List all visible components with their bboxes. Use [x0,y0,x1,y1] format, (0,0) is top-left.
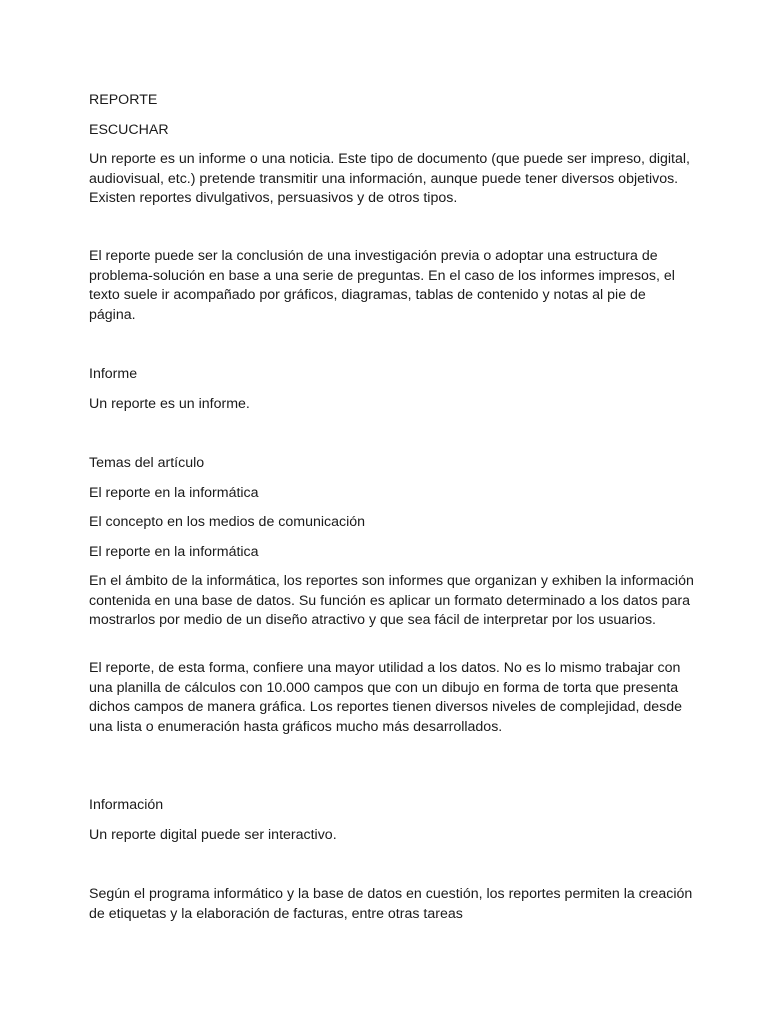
listen-label: ESCUCHAR [89,122,169,138]
image-caption-title: Información [89,797,164,813]
topic-item: El reporte en la informática [89,485,259,501]
document-heading: REPORTE [89,92,158,108]
topics-title: Temas del artículo [89,455,205,471]
section-title: El reporte en la informática [89,544,259,560]
topic-item: El concepto en los medios de comunicación [89,514,366,530]
image-caption-text: Un reporte digital puede ser interactivo. [89,827,337,843]
image-caption-text: Un reporte es un informe. [89,396,250,412]
intro-paragraph: Un reporte es un informe o una noticia. Este tipo de documento (que puede ser impreso, digital, audiovisual, etc.) pretende transmitir una información, aunque puede tener diversos objetivos. Existen reportes divulgativos, persuasivos y de otros tipos. [89,151,690,206]
final-paragraph: Según el programa informático y la base de datos en cuestión, los reportes permiten la creación de etiquetas y la elaboración de facturas, entre otras tareas [89,886,693,922]
image-caption-title: Informe [89,366,138,382]
section-paragraph: En el ámbito de la informática, los reportes son informes que organizan y exhiben la información contenida en una base de datos. Su función es aplicar un formato determinado a los datos para mostrarlos por medio de un diseño atractivo y que sea fácil de interpretar por los usuarios. [89,573,694,628]
second-paragraph: El reporte puede ser la conclusión de una investigación previa o adoptar una estructura de problema-solución en base a una serie de preguntas. En el caso de los informes impresos, el texto suele ir acompañado por gráficos, diagramas, tablas de contenido y notas al pie de página. [89,248,675,323]
section-paragraph: El reporte, de esta forma, confiere una mayor utilidad a los datos. No es lo mismo trabajar con una planilla de cálculos con 10.000 campos que con un dibujo en forma de torta que presenta dichos campos de manera gráfica. Los reportes tienen diversos niveles de complejidad, desde una lista o enumeración hasta gráficos mucho más desarrollados. [89,660,683,735]
